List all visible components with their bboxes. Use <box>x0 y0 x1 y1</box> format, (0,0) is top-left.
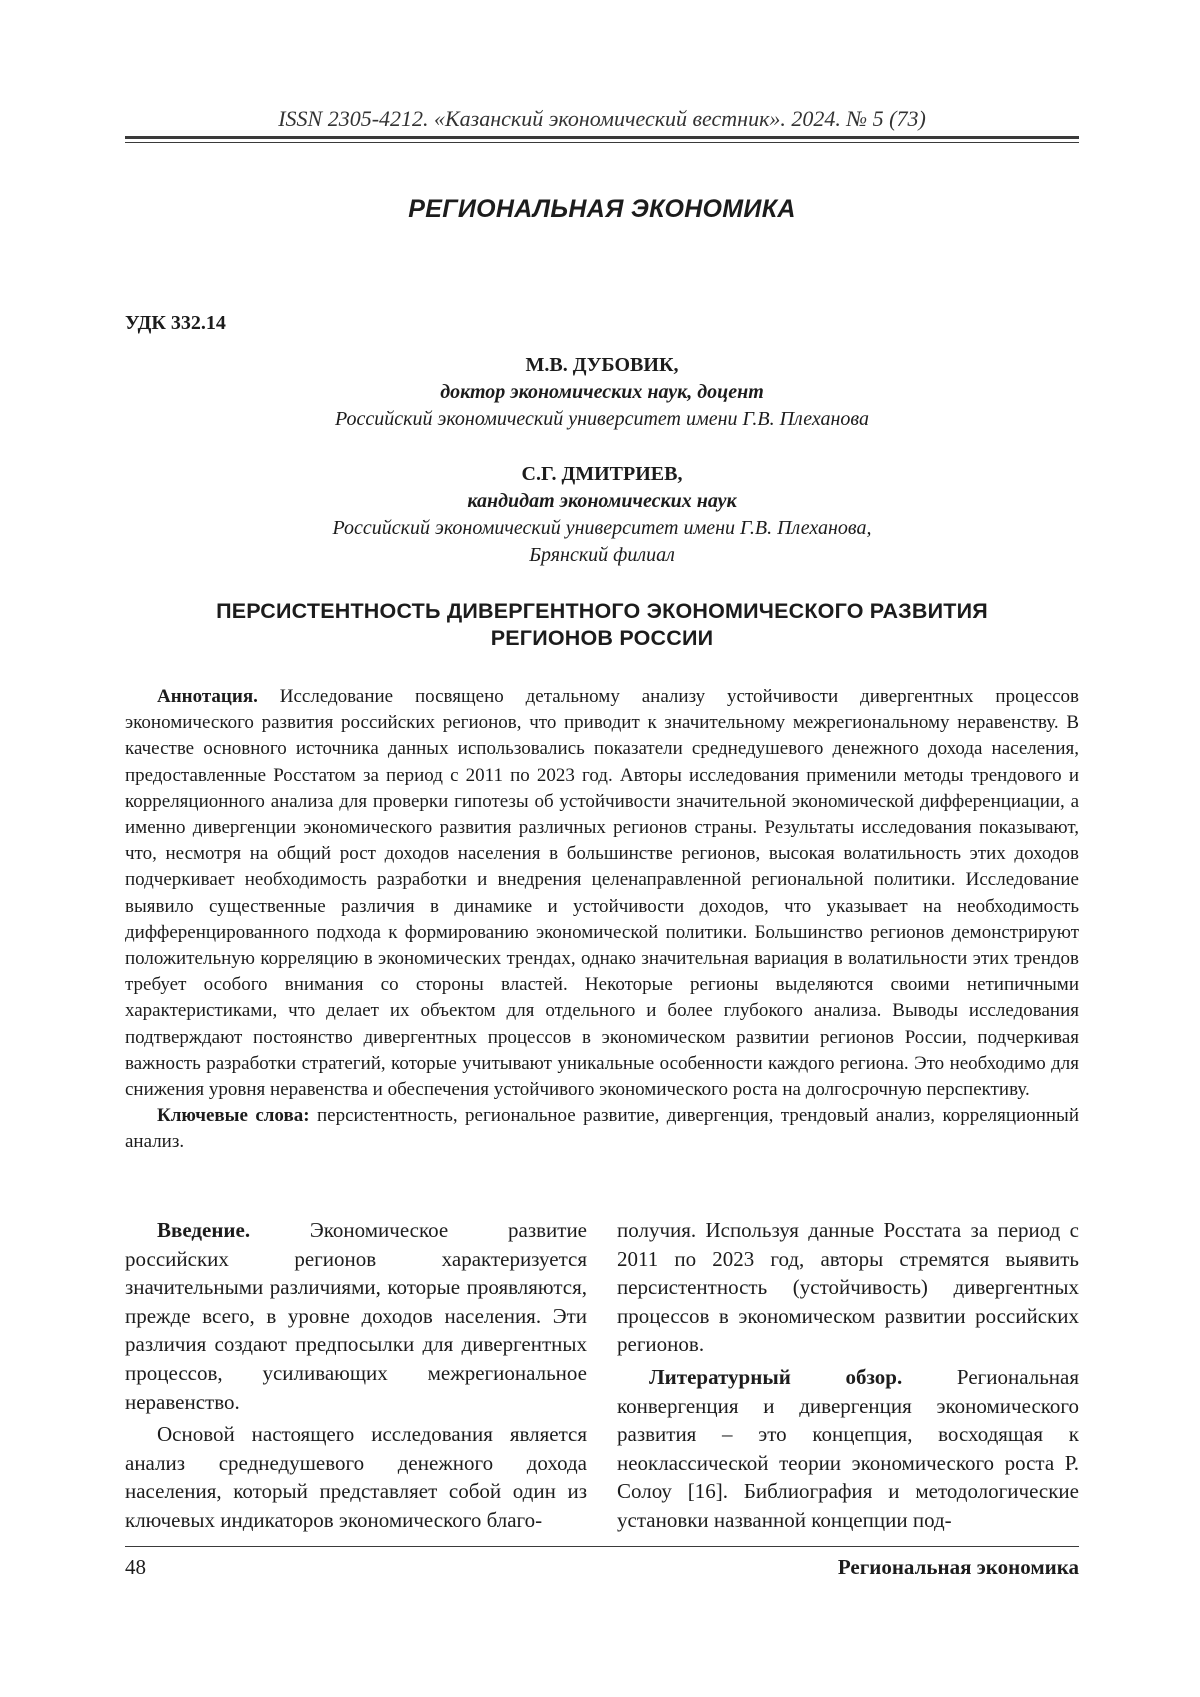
abstract-label: Аннотация. <box>157 686 258 707</box>
article-title <box>125 598 1079 652</box>
keywords-paragraph <box>125 1103 1079 1155</box>
footer-rule <box>125 1546 1079 1547</box>
abstract-text: Исследование посвящено детальному анализу устойчивости дивергентных процессов экономического развития российских регионов, что приводит к значительному межрегиональному неравенству. В качестве основного источника данных использовались показатели среднедушевого денежного дохода населения, предоставленные Росстатом за период с 2011 по 2023 год. Авторы исследования применили методы трендового и корреляционного анализа для проверки гипотезы об устойчивости значительной экономической дифференциации, а именно дивергенции экономического развития различных регионов страны. Результаты исследования показывают, что, несмотря на общий рост доходов населения в большинстве регионов, высокая волатильность этих доходов подчеркивает необходимость разработки и внедрения целенаправленной региональной политики. Исследование выявило существенные различия в динамике и устойчивости доходов, что указывает на необходимость дифференцированного подхода к формированию экономической политики. Большинство регионов демонстрируют положительную корреляцию в экономических трендах, однако значительная вариация в волатильности этих трендов требует особого внимания со стороны властей. Некоторые регионы выделяются своими нетипичными характеристиками, что делает их объектом для отдельного и более глубокого анализа. Выводы исследования подтверждают постоянство дивергентных процессов в экономическом развитии регионов России, подчеркивая важность разработки стратегий, которые учитывают уникальные особенности каждого региона. Это необходимо для снижения уровня неравенства и обеспечения устойчивого экономического роста на долгосрочную перспективу. <box>125 686 1079 1101</box>
running-head: ISSN 2305-4212. «Казанский экономический вестник». 2024. № 5 (73) <box>278 106 926 131</box>
udk-code: УДК 332.14 <box>125 312 226 334</box>
body-column-left <box>125 1216 587 1539</box>
author-name: С.Г. ДМИТРИЕВ, <box>521 463 683 485</box>
author-name: М.В. ДУБОВИК, <box>525 354 679 376</box>
body-column-right <box>617 1216 1079 1539</box>
footer-section-name: Региональная экономика <box>837 1555 1079 1579</box>
literature-paragraph <box>617 1363 1079 1535</box>
header-rule-thick <box>125 136 1079 139</box>
abstract <box>125 684 1079 1156</box>
author-affiliation: Российский экономический университет имени Г.В. Плеханова, <box>332 517 872 539</box>
keywords-label: Ключевые слова: <box>157 1105 310 1127</box>
article-title-line-1: ПЕРСИСТЕНТНОСТЬ ДИВЕРГЕНТНОГО ЭКОНОМИЧЕСКОГО РАЗВИТИЯ <box>216 599 988 623</box>
literature-label: Литературный обзор. <box>649 1364 903 1389</box>
author-block-1 <box>125 352 1079 433</box>
author-affiliation-branch: Брянский филиал <box>529 544 675 566</box>
section-title: РЕГИОНАЛЬНАЯ ЭКОНОМИКА <box>408 195 796 223</box>
intro-label: Введение. <box>157 1218 251 1242</box>
author-degree: доктор экономических наук, доцент <box>440 381 764 403</box>
article-title-line-2: РЕГИОНОВ РОССИИ <box>490 626 714 650</box>
header-rule-thin <box>125 142 1079 143</box>
literature-text: Региональная конвергенция и дивергенция экономического развития – это концепция, восходящая к неоклассической теории экономического роста Р. Солоу [16]. Библиография и методологические установки названной концепции под- <box>617 1364 1080 1532</box>
body-paragraph-continued: получия. Используя данные Росстата за период с 2011 по 2023 год, авторы стремятся выявить персистентность (устойчивость) дивергентных процессов в экономическом развитии российских регионов. <box>617 1218 1079 1357</box>
abstract-paragraph <box>125 684 1079 1103</box>
header-rule <box>125 136 1079 143</box>
intro-paragraph <box>125 1216 587 1416</box>
author-block-2 <box>125 461 1079 569</box>
keywords-text: персистентность, региональное развитие, дивергенция, трендовый анализ, корреляционный анализ. <box>125 1105 1079 1153</box>
page-number: 48 <box>125 1555 146 1579</box>
author-affiliation: Российский экономический университет имени Г.В. Плеханова <box>335 408 869 430</box>
body-paragraph: Основой настоящего исследования является анализ среднедушевого денежного дохода населения, который представляет собой один из ключевых индикаторов экономического благо- <box>125 1422 587 1532</box>
author-degree: кандидат экономических наук <box>467 490 737 512</box>
intro-text: Экономическое развитие российских регионов характеризуется значительными различиями, которые проявляются, прежде всего, в уровне доходов населения. Эти различия создают предпосылки для дивергентных процессов, усиливающих межрегиональное неравенство. <box>125 1218 588 1414</box>
